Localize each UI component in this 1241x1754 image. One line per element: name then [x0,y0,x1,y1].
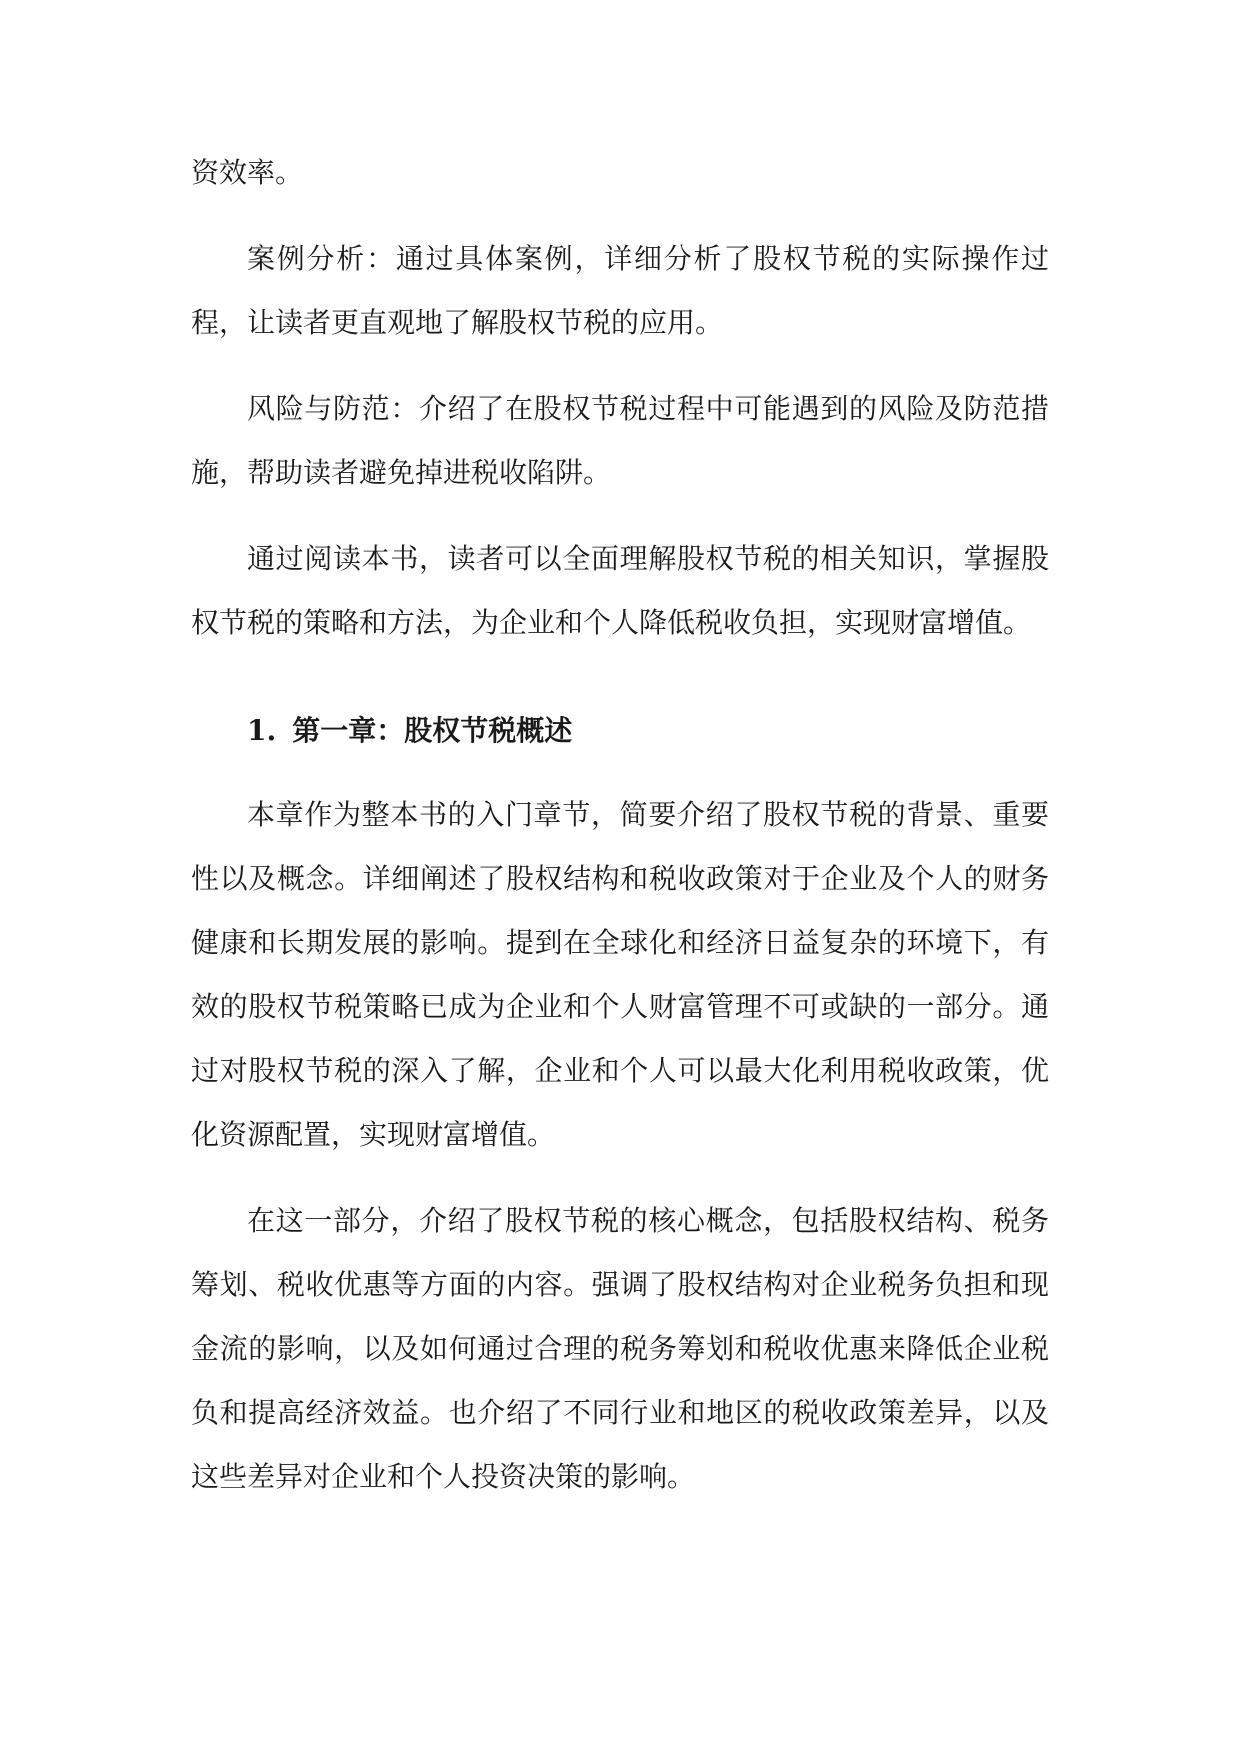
paragraph-continuation: 资效率。 [191,156,304,189]
document-body [191,141,1049,1509]
paragraph-case-analysis: 案例分析：通过具体案例，详细分析了股权节税的实际操作过程，让读者更直观地了解股权节税的应用。 [191,242,1049,339]
chapter-heading [191,699,1049,763]
paragraph-risk-prevention: 风险与防范：介绍了在股权节税过程中可能遇到的风险及防范措施，帮助读者避免掉进税收陷阱。 [191,392,1049,489]
paragraph-core-concepts: 在这一部分，介绍了股权节税的核心概念，包括股权结构、税务筹划、税收优惠等方面的内容。强调了股权结构对企业税务负担和现金流的影响，以及如何通过合理的税务筹划和税收优惠来降低企业税负和提高经济效益。也介绍了不同行业和地区的税收政策差异，以及这些差异对企业和个人投资决策的影响。 [191,1204,1049,1493]
paragraph-chapter-intro: 本章作为整本书的入门章节，简要介绍了股权节税的背景、重要性以及概念。详细阐述了股权结构和税收政策对于企业及个人的财务健康和长期发展的影响。提到在全球化和经济日益复杂的环境下，有效的股权节税策略已成为企业和个人财富管理不可或缺的一部分。通过对股权节税的深入了解，企业和个人可以最大化利用税收政策，优化资源配置，实现财富增值。 [191,798,1049,1151]
chapter-heading-text: 第一章：股权节税概述 [292,714,573,747]
paragraph-reading-summary: 通过阅读本书，读者可以全面理解股权节税的相关知识，掌握股权节税的策略和方法，为企业和个人降低税收负担，实现财富增值。 [191,542,1049,639]
chapter-heading-number: 1. [247,714,277,747]
